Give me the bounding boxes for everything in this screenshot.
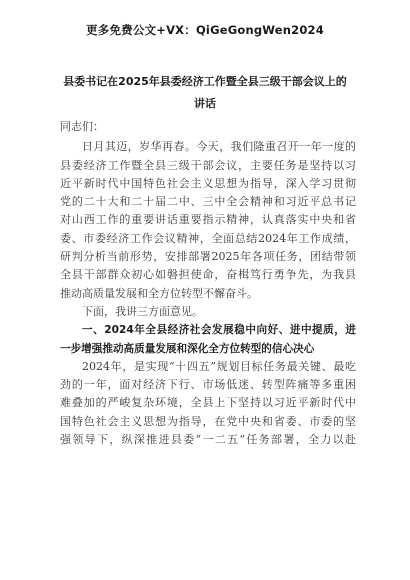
- title-line: 讲话: [194, 97, 216, 110]
- paragraph-line: 难叠加的严峻复杂环境，全县上下坚持以习近平新时代中: [60, 396, 356, 410]
- paragraph-line: 委、市委经济工作会议精神，全面总结2024年工作成绩，: [60, 231, 356, 245]
- promo-banner: 更多免费公文+VX：QiGeGongWen2024: [86, 23, 324, 37]
- paragraph-line: 2024年，是实现“十四五”规划目标任务最关键、最吃: [82, 359, 356, 373]
- paragraph-line: 近平新时代中国特色社会主义思想为指导，深入学习贯彻: [60, 176, 356, 190]
- paragraph-line: 推动高质量发展和全方位转型不懈奋斗。: [60, 286, 258, 300]
- section-heading: [60, 321, 356, 358]
- paragraph-line: 对山西工作的重要讲话重要指示精神，认真落实中央和省: [60, 213, 356, 227]
- paragraph-line: 党的二十大和二十届二中、三中全会精神和习近平总书记: [60, 195, 356, 209]
- paragraph-review: [60, 358, 356, 449]
- paragraph-line: 国特色社会主义思想为指导，在党中央和省委、市委的坚: [60, 414, 356, 428]
- paragraph-line: 日月其迈，岁华再春。今天，我们隆重召开一年一度的: [82, 140, 356, 154]
- document-title: [58, 71, 352, 115]
- heading-line: 一步增强推动高质量发展和深化全方位转型的信心决心: [60, 342, 315, 355]
- document-body: [60, 118, 356, 449]
- paragraph-line: 劲的一年，面对经济下行、市场低迷、转型阵痛等多重困: [60, 378, 356, 392]
- heading-line: 一、2024年全县经济社会发展稳中向好、进中提质，进: [82, 324, 356, 337]
- paragraph-opening: [60, 138, 356, 303]
- paragraph-outline-intro: 下面，我讲三方面意见。: [82, 304, 203, 318]
- title-line: 县委书记在2025年县委经济工作暨全县三级干部会议上的: [63, 75, 347, 88]
- paragraph-line: 研判分析当前形势，安排部署2025年各项任务，团结带领: [60, 250, 356, 264]
- paragraph-line: 县委经济工作暨全县三级干部会议，主要任务是坚持以习: [60, 158, 356, 172]
- paragraph-line: 强领导下，纵深推进县委“一二五”任务部署，全力以赴: [60, 433, 356, 447]
- salutation: 同志们：: [60, 120, 104, 133]
- paragraph-line: 全县干部群众初心如磐担使命，奋楫笃行勇争先，为我县: [60, 268, 356, 282]
